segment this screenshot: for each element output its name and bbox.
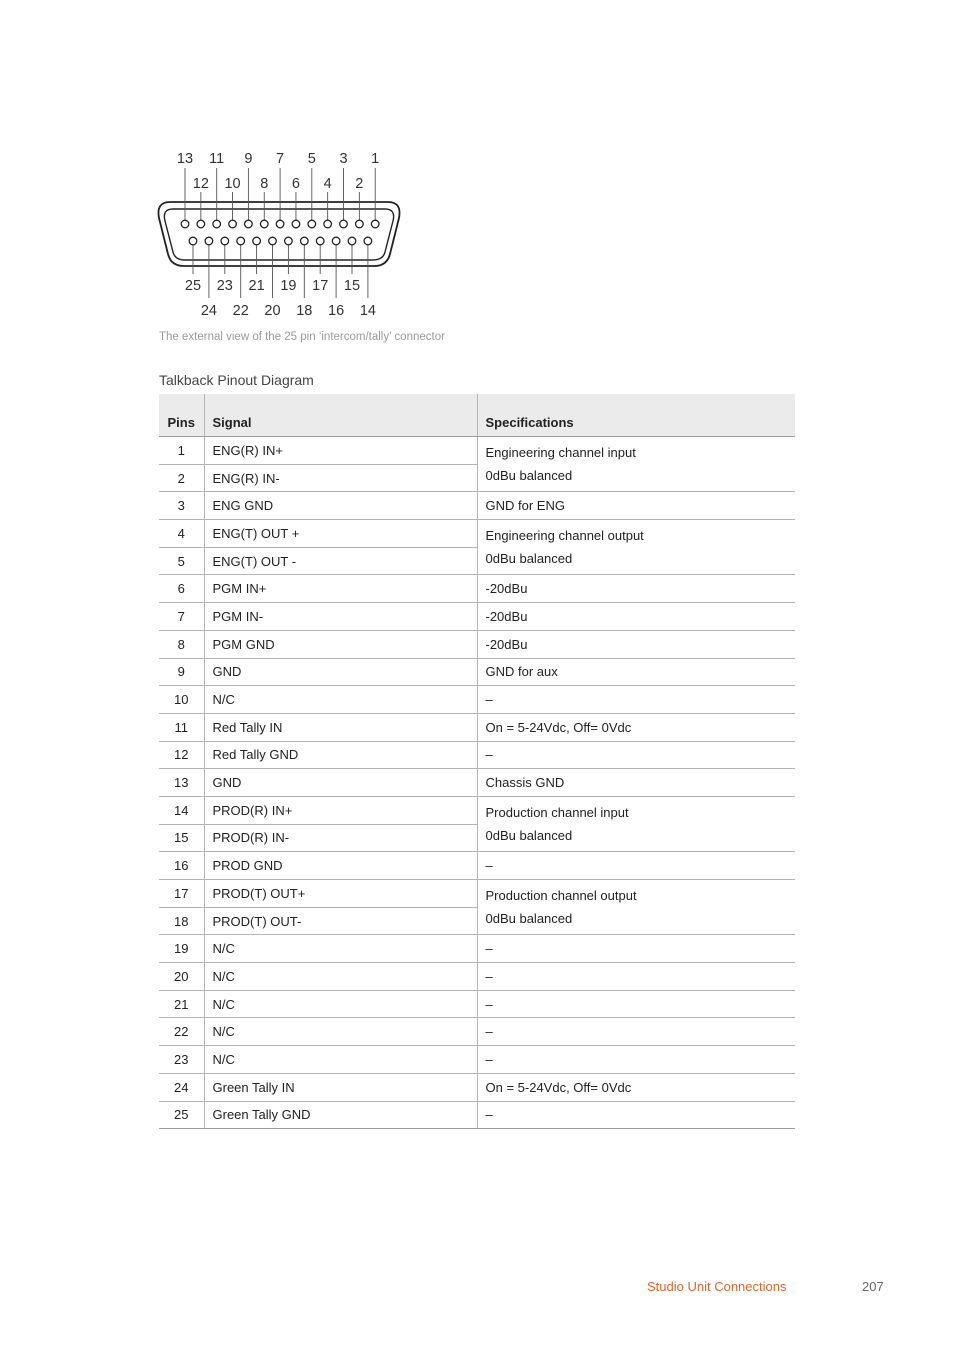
spec-line: – [485, 692, 493, 708]
table-row [159, 630, 795, 658]
pin-hole [324, 220, 332, 228]
signal-cell: ENG(T) OUT + [204, 520, 477, 548]
spec-cell [477, 437, 795, 492]
pin-hole [308, 220, 316, 228]
header-pins: Pins [159, 394, 204, 437]
header-specifications: Specifications [477, 394, 795, 437]
table-row [159, 520, 795, 548]
pin-hole [276, 220, 284, 228]
table-row [159, 963, 795, 991]
pin-hole [213, 220, 221, 228]
footer-page-number: 207 [862, 1279, 884, 1294]
spec-line: – [485, 1107, 493, 1123]
table-row [159, 1101, 795, 1129]
spec-line: – [485, 1051, 493, 1067]
table-row [159, 686, 795, 714]
table-row [159, 437, 795, 465]
spec-cell [477, 1018, 795, 1046]
spec-cell [477, 1046, 795, 1074]
pin-hole [285, 237, 293, 245]
pin-hole [316, 237, 324, 245]
pin-number-label: 20 [264, 303, 281, 319]
pin-number-label: 25 [184, 278, 202, 294]
signal-cell: N/C [204, 990, 477, 1018]
pin-hole [292, 220, 300, 228]
spec-line: – [485, 1024, 493, 1040]
spec-line: – [485, 996, 493, 1012]
pin-number-label: 7 [276, 151, 285, 167]
signal-cell: PROD(T) OUT+ [204, 880, 477, 908]
table-row [159, 603, 795, 631]
pin-cell: 15 [159, 824, 204, 852]
spec-cell [477, 630, 795, 658]
pin-cell: 12 [159, 741, 204, 769]
signal-cell: GND [204, 658, 477, 686]
spec-line: – [485, 858, 493, 874]
pin-hole [237, 237, 245, 245]
spec-line: -20dBu [485, 636, 528, 652]
pin-number-label: 23 [216, 278, 233, 294]
spec-cell [477, 990, 795, 1018]
spec-cell [477, 852, 795, 880]
spec-line: Engineering channel input [485, 445, 636, 461]
signal-cell: PROD(R) IN- [204, 824, 477, 852]
table-row [159, 492, 795, 520]
pin-number-label: 18 [296, 303, 313, 319]
pin-cell: 4 [159, 520, 204, 548]
signal-cell: N/C [204, 1018, 477, 1046]
pin-number-label: 16 [328, 303, 345, 319]
pin-cell: 11 [159, 713, 204, 741]
signal-cell: ENG(R) IN- [204, 464, 477, 492]
pin-number-label: 11 [209, 151, 225, 167]
table-row [159, 796, 795, 824]
signal-cell: PROD GND [204, 852, 477, 880]
spec-cell [477, 796, 795, 851]
pin-hole [229, 220, 237, 228]
spec-line: 0dBu balanced [485, 551, 573, 567]
signal-cell: PGM IN- [204, 603, 477, 631]
signal-cell: N/C [204, 935, 477, 963]
connector-shell [158, 202, 399, 266]
pin-cell: 2 [159, 464, 204, 492]
pin-number-label: 13 [176, 151, 194, 167]
pin-cell: 14 [159, 796, 204, 824]
header-signal: Signal [204, 394, 477, 437]
table-title: Talkback Pinout Diagram [159, 372, 314, 388]
spec-cell [477, 1101, 795, 1129]
pin-number-label: 4 [323, 176, 332, 192]
pin-number-label: 14 [359, 303, 376, 319]
pin-cell: 3 [159, 492, 204, 520]
signal-cell: ENG(T) OUT - [204, 547, 477, 575]
spec-line: GND for ENG [485, 498, 565, 514]
pin-cell: 8 [159, 630, 204, 658]
signal-cell: PROD(T) OUT- [204, 907, 477, 935]
pin-cell: 18 [159, 907, 204, 935]
table-row [159, 713, 795, 741]
signal-cell: N/C [204, 963, 477, 991]
pin-hole [197, 220, 205, 228]
spec-cell [477, 935, 795, 963]
spec-line: Chassis GND [485, 775, 565, 791]
pin-hole [332, 237, 340, 245]
pin-cell: 20 [159, 963, 204, 991]
spec-line: 0dBu balanced [485, 911, 573, 927]
spec-line: Engineering channel output [485, 528, 644, 544]
table-row [159, 1073, 795, 1101]
pinout-table-body [159, 437, 795, 1129]
pin-number-label: 2 [355, 176, 364, 192]
pin-holes [181, 220, 379, 245]
pin-cell: 16 [159, 852, 204, 880]
pin-number-label: 19 [280, 278, 297, 294]
spec-cell [477, 769, 795, 797]
pin-cell: 22 [159, 1018, 204, 1046]
spec-cell [477, 880, 795, 935]
pin-number-label: 5 [307, 151, 316, 167]
spec-cell [477, 741, 795, 769]
signal-cell: ENG GND [204, 492, 477, 520]
pin-cell: 21 [159, 990, 204, 1018]
pin-hole [301, 237, 309, 245]
pin-hole [260, 220, 268, 228]
signal-cell: ENG(R) IN+ [204, 437, 477, 465]
pin-cell: 13 [159, 769, 204, 797]
signal-cell: Red Tally IN [204, 713, 477, 741]
spec-line: 0dBu balanced [485, 828, 573, 844]
pin-cell: 23 [159, 1046, 204, 1074]
spec-line: – [485, 747, 493, 763]
spec-cell [477, 1073, 795, 1101]
pin-cell: 5 [159, 547, 204, 575]
pin-number-label: 21 [248, 278, 265, 294]
pin-number-label: 1 [371, 151, 380, 167]
pin-cell: 7 [159, 603, 204, 631]
pin-hole [348, 237, 356, 245]
pin-number-labels [177, 151, 379, 319]
spec-cell [477, 658, 795, 686]
diagram-caption: The external view of the 25 pin ‘intercom/tally’ connector [159, 331, 445, 343]
spec-line: – [485, 968, 493, 984]
signal-cell: PGM GND [204, 630, 477, 658]
pin-cell: 25 [159, 1101, 204, 1129]
pin-number-label: 12 [192, 176, 209, 192]
pinout-table [159, 394, 795, 1129]
pin-number-label: 3 [339, 151, 348, 167]
signal-cell: PROD(R) IN+ [204, 796, 477, 824]
spec-cell [477, 713, 795, 741]
spec-cell [477, 575, 795, 603]
pin-number-label: 8 [260, 176, 269, 192]
table-header-row [159, 394, 795, 437]
signal-cell: Red Tally GND [204, 741, 477, 769]
spec-line: – [485, 941, 493, 957]
pin-hole [221, 237, 229, 245]
spec-cell [477, 603, 795, 631]
pin-cell: 17 [159, 880, 204, 908]
pin-hole [245, 220, 253, 228]
pin-hole [253, 237, 261, 245]
spec-line: GND for aux [485, 664, 558, 680]
pin-hole [269, 237, 277, 245]
pin-number-label: 22 [232, 303, 249, 319]
db25-connector-diagram [150, 140, 420, 325]
pin-hole [189, 237, 197, 245]
signal-cell: PGM IN+ [204, 575, 477, 603]
footer-section-title: Studio Unit Connections [647, 1279, 787, 1294]
pin-hole [371, 220, 379, 228]
signal-cell: Green Tally IN [204, 1073, 477, 1101]
pin-cell: 10 [159, 686, 204, 714]
pin-number-label: 24 [200, 303, 217, 319]
table-row [159, 741, 795, 769]
signal-cell: N/C [204, 1046, 477, 1074]
spec-line: Production channel output [485, 888, 637, 904]
spec-line: -20dBu [485, 608, 528, 624]
table-row [159, 1018, 795, 1046]
pin-number-label: 10 [224, 176, 241, 192]
table-row [159, 658, 795, 686]
pin-cell: 9 [159, 658, 204, 686]
pin-hole [181, 220, 189, 228]
pin-number-label: 9 [244, 151, 253, 167]
table-row [159, 880, 795, 908]
table-row [159, 1046, 795, 1074]
table-row [159, 852, 795, 880]
spec-cell [477, 686, 795, 714]
spec-line: On = 5-24Vdc, Off= 0Vdc [485, 719, 632, 735]
signal-cell: N/C [204, 686, 477, 714]
table-row [159, 769, 795, 797]
pin-cell: 6 [159, 575, 204, 603]
pin-number-label: 6 [291, 176, 300, 192]
table-row [159, 575, 795, 603]
spec-line: -20dBu [485, 581, 528, 597]
spec-line: On = 5-24Vdc, Off= 0Vdc [485, 1079, 632, 1095]
pin-cell: 24 [159, 1073, 204, 1101]
table-row [159, 935, 795, 963]
spec-cell [477, 492, 795, 520]
spec-cell [477, 520, 795, 575]
pin-hole [205, 237, 213, 245]
pin-number-label: 15 [343, 278, 361, 294]
pin-hole [356, 220, 364, 228]
pin-cell: 1 [159, 437, 204, 465]
pin-cell: 19 [159, 935, 204, 963]
spec-line: 0dBu balanced [485, 468, 573, 484]
pin-hole [364, 237, 372, 245]
spec-line: Production channel input [485, 805, 629, 821]
signal-cell: GND [204, 769, 477, 797]
pin-hole [340, 220, 348, 228]
pin-number-label: 17 [312, 278, 329, 294]
spec-cell [477, 963, 795, 991]
table-row [159, 990, 795, 1018]
signal-cell: Green Tally GND [204, 1101, 477, 1129]
